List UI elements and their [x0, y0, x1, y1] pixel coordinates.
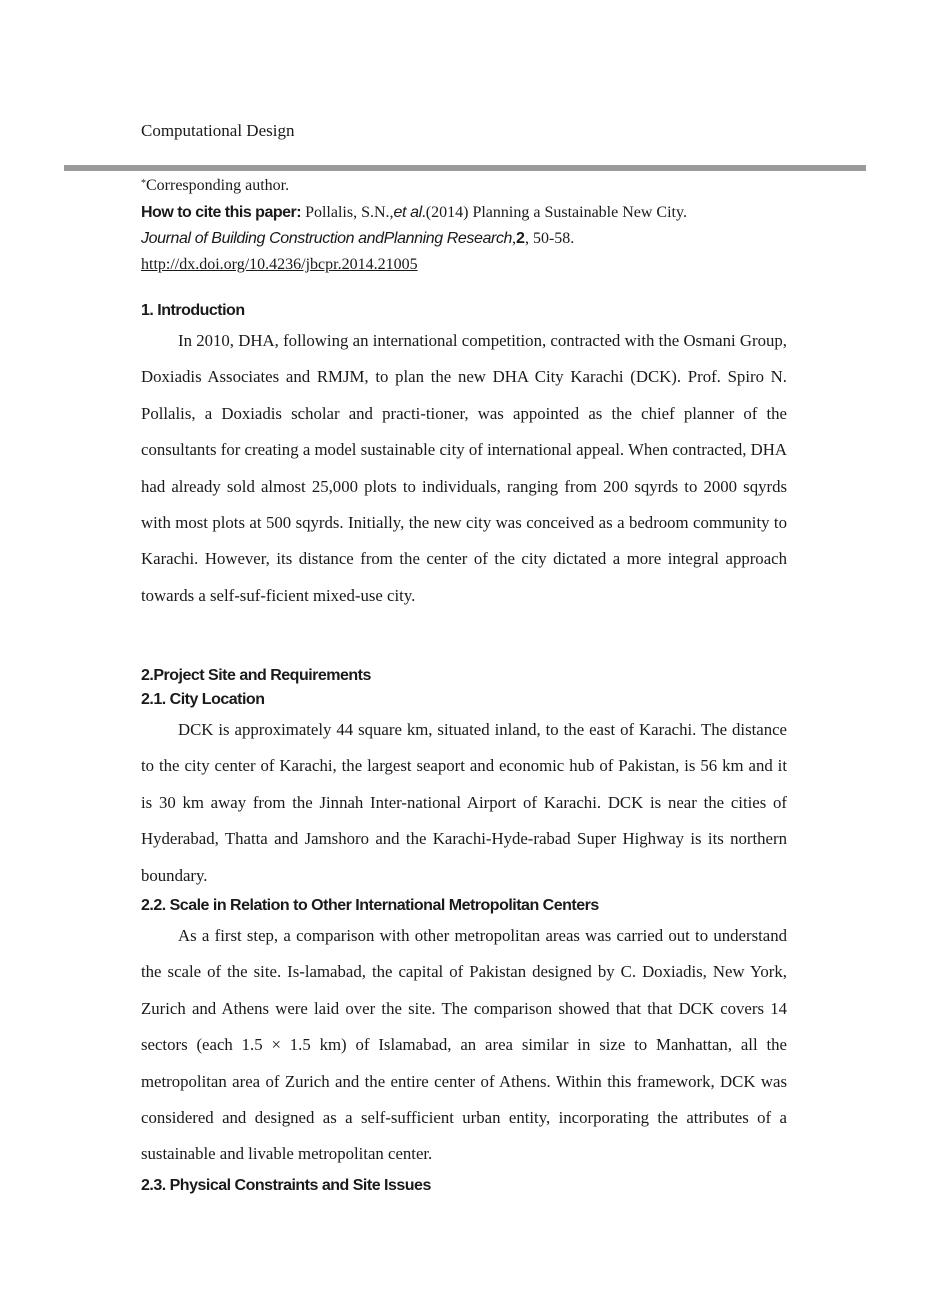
heading-introduction: 1. Introduction [141, 302, 245, 319]
paragraph-scale: As a first step, a comparison with other metropolitan areas was carried out to understand the scale of the site. Is-lamabad, the capital of Pakistan designed by C. Doxiadis, New York, Zurich and Athens were laid over the site. The comparison showed that that DCK covers 14 sectors (each 1.5 × 1.5 km) of Islamabad, an area similar in size to Manhattan, all the metropolitan area of Zurich and the entire center of Athens. Within this framework, DCK was considered and designed as a self-sufficient urban entity, incorporating the attributes of a sustainable and livable metropolitan center. [141, 926, 787, 1164]
citation-etal: et al [393, 204, 422, 221]
corresponding-author-note [141, 175, 289, 197]
paragraph-introduction: In 2010, DHA, following an international competition, contracted with the Osmani Group, Doxiadis Associates and RMJM, to plan the new DHA City Karachi (DCK). Prof. Spiro N. Pollalis, a Doxiadis scholar and practi-tioner, was appointed as the chief planner of the consultants for creating a model sustainable city of international appeal. When contracted, DHA had already sold almost 25,000 plots to individuals, ranging from 200 sqyrds to 2000 sqyrds with most plots at 500 sqyrds. Initially, the new city was conceived as a bedroom community to Karachi. However, its distance from the center of the city dictated a more integral approach towards a self-suf-ficient mixed-use city. [141, 331, 787, 605]
doi-link[interactable]: http://dx.doi.org/10.4236/jbcpr.2014.21005 [141, 256, 418, 273]
citation-block [141, 200, 801, 278]
footnote-mark: * [141, 178, 146, 189]
running-header: Computational Design [141, 121, 295, 140]
citation-year-title: .(2014) Planning a Sustainable New City. [421, 204, 687, 221]
heading-project-site: 2.Project Site and Requirements [141, 667, 371, 684]
citation-comma: , [512, 230, 517, 247]
corresponding-author-text: Corresponding author. [146, 177, 290, 194]
citation-journal: Journal of Building Construction andPlanning Research [141, 230, 513, 247]
citation-label: How to cite this paper: [141, 204, 302, 221]
heading-physical-constraints: 2.3. Physical Constraints and Site Issues [141, 1177, 431, 1194]
heading-scale: 2.2. Scale in Relation to Other International Metropolitan Centers [141, 897, 599, 914]
citation-authors: Pollalis, S.N., [301, 204, 394, 221]
paragraph-city-location: DCK is approximately 44 square km, situated inland, to the east of Karachi. The distance to the city center of Karachi, the largest seaport and economic hub of Pakistan, is 56 km and it is 30 km away from the Jinnah Inter-national Airport of Karachi. DCK is near the cities of Hyderabad, Thatta and Jamshoro and the Karachi-Hyde-rabad Super Highway is its northern boundary. [141, 720, 787, 885]
heading-city-location: 2.1. City Location [141, 691, 265, 708]
citation-pages: , 50-58. [524, 230, 575, 247]
header-rule [64, 165, 866, 171]
citation-volume: 2 [516, 230, 525, 247]
